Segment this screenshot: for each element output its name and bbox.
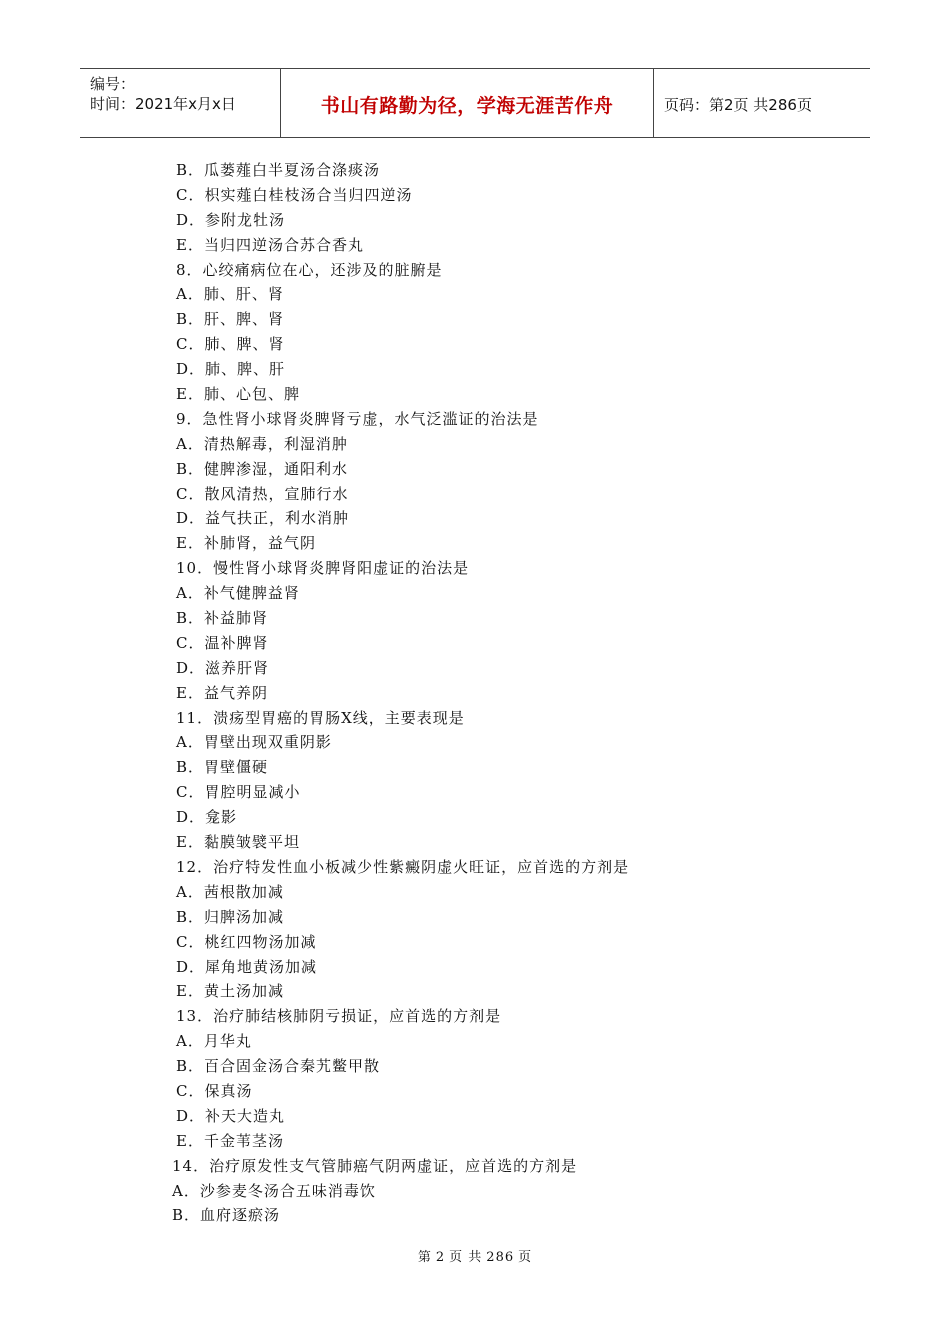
question-stem: 12．治疗特发性血小板减少性紫癜阴虚火旺证，应首选的方剂是 [176,857,630,876]
answer-option: E．千金苇茎汤 [176,1131,284,1150]
header-motto: 书山有路勤为径，学海无涯苦作舟 [320,95,614,117]
answer-option: A．月华丸 [176,1032,252,1051]
answer-option: B．健脾渗湿，通阳利水 [176,459,349,478]
answer-option: D．参附龙牡汤 [176,210,286,229]
answer-option: C．枳实薤白桂枝汤合当归四逆汤 [176,185,413,204]
answer-option: A．肺、肝、肾 [176,285,284,304]
answer-option: A．沙参麦冬汤合五味消毒饮 [172,1181,376,1200]
answer-option: C．肺、脾、肾 [176,335,285,354]
header-page-cell [654,69,870,137]
footer-prefix: 第 [417,1250,432,1265]
document-time-label: 时间：2021年x月x日 [90,95,236,113]
answer-option: D．犀角地黄汤加减 [176,957,318,976]
answer-option: D．补天大造丸 [176,1106,286,1125]
answer-option: A．胃壁出现双重阴影 [176,733,332,752]
page-header [80,68,870,138]
question-stem: 10．慢性肾小球肾炎脾肾阳虚证的治法是 [176,559,470,578]
answer-option: C．胃腔明显减小 [176,783,301,802]
footer-mid: 页 共 [449,1250,483,1265]
answer-option: D．龛影 [176,808,238,827]
answer-option: E．黏膜皱襞平坦 [176,833,300,852]
answer-option: B．补益肺肾 [176,609,269,628]
answer-option: C．桃红四物汤加减 [176,932,317,951]
question-stem: 14．治疗原发性支气管肺癌气阴两虚证，应首选的方剂是 [172,1156,578,1175]
header-motto-cell [281,69,654,137]
answer-option: B．百合固金汤合秦艽鳖甲散 [176,1057,381,1076]
answer-option: A．清热解毒，利湿消肿 [176,434,348,453]
answer-option: B．肝、脾、肾 [176,310,285,329]
header-meta-cell [80,69,281,137]
question-stem: 11．溃疡型胃癌的胃肠X线，主要表现是 [176,708,465,727]
answer-option: E．当归四逆汤合苏合香丸 [176,235,364,254]
answer-option: D．肺、脾、肝 [176,360,286,379]
answer-option: A．补气健脾益肾 [176,584,300,603]
header-page-info: 页码：第2页 共286页 [664,96,812,114]
answer-option: B．血府逐瘀汤 [172,1206,281,1225]
page-footer [0,1246,950,1265]
answer-option: E．肺、心包、脾 [176,385,300,404]
question-stem: 13．治疗肺结核肺阴亏损证，应首选的方剂是 [176,1007,502,1026]
document-number-label: 编号： [90,75,136,93]
answer-option: C．保真汤 [176,1081,253,1100]
answer-option: D．滋养肝肾 [176,658,270,677]
answer-option: E．黄土汤加减 [176,982,284,1001]
answer-option: E．补肺肾，益气阴 [176,534,316,553]
answer-option: A．茜根散加减 [176,882,284,901]
question-stem: 8．心绞痛病位在心，还涉及的脏腑是 [176,260,443,279]
footer-page-number: 2 [435,1250,446,1265]
answer-option: B．瓜蒌薤白半夏汤合涤痰汤 [176,161,381,179]
answer-option: D．益气扶正，利水消肿 [176,509,350,528]
answer-option: C．散风清热，宣肺行水 [176,484,349,503]
question-stem: 9．急性肾小球肾炎脾肾亏虚，水气泛滥证的治法是 [176,409,539,428]
footer-suffix: 页 [518,1250,533,1265]
answer-option: E．益气养阴 [176,683,268,702]
answer-option: C．温补脾肾 [176,633,269,652]
question-list [172,158,876,1228]
answer-option: B．胃壁僵硬 [176,758,269,777]
answer-option: B．归脾汤加减 [176,907,285,926]
footer-total-pages: 286 [486,1250,515,1265]
